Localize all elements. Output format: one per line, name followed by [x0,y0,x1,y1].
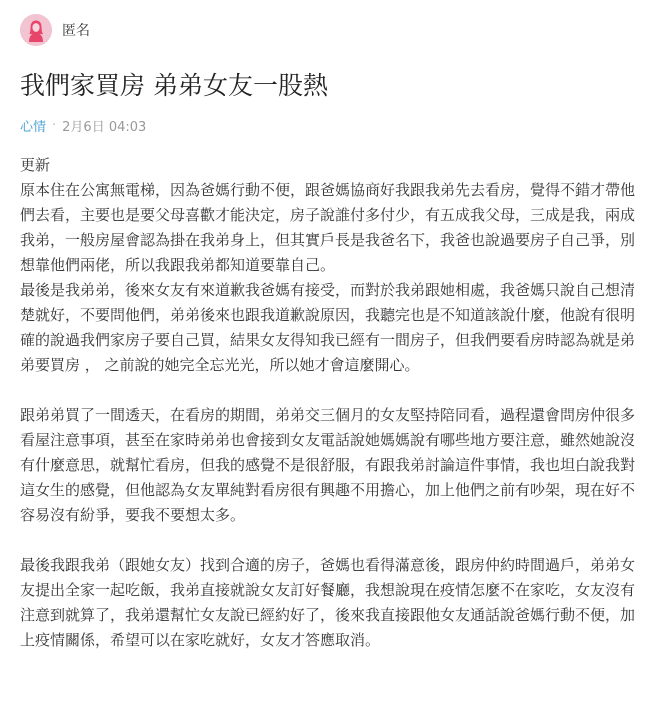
paragraph: 最後是我弟弟，後來女友有來道歉我爸媽有接受，而對於我弟跟她相處，我爸媽只說自己想清楚就好，不要問他們，弟弟後來也跟我道歉說原因，我聽完也是不知道該說什麼，他說有很明確的說過我們家房子要自己買，結果女友得知我已經有一間房子，但我們要看房時認為就是弟弟要買房 ， 之前說的她完全忘光光，所以她才會這麼開心。 [20,281,636,374]
paragraph: 原本住在公寓無電梯，因為爸媽行動不便，跟爸媽協商好我跟我弟先去看房，覺得不錯才帶他們去看，主要也是要父母喜歡才能決定，房子說誰付多付少，有五成我父母，三成是我，兩成我弟，一般房屋會認為掛在我弟身上，但其實戶長是我爸名下，我爸也說過要房子自己爭，別想靠他們兩佬，所以我跟我弟都知道要靠自己。 [20,181,636,274]
meta-separator: · [52,118,57,133]
anonymous-female-avatar-icon[interactable] [20,14,52,46]
post-timestamp: 2月6日 04:03 [62,120,147,135]
author-row [20,14,90,46]
post-meta [20,116,146,135]
paragraph-update-label: 更新 [20,156,51,174]
post-title: 我們家買房 弟弟女友一股熱 [20,71,328,100]
author-name[interactable]: 匿名 [62,23,90,39]
paragraph: 最後我跟我弟（跟她女友）找到合適的房子，爸媽也看得滿意後，跟房仲約時間過戶，弟弟女友提出全家一起吃飯，我弟直接就說女友訂好餐廳，我想說現在疫情怎麼不在家吃，女友沒有注意到就算了，我弟還幫忙女友說已經約好了，後來我直接跟他女友通話說爸媽行動不便，加上疫情關係，希望可以在家吃就好，女友才答應取消。 [20,556,636,649]
avatar-silhouette-icon [20,14,52,46]
paragraph-gap [20,378,636,403]
paragraph: 跟弟弟買了一間透天，在看房的期間，弟弟交三個月的女友堅持陪同看，過程還會問房仲很多看屋注意事項，甚至在家時弟弟也會接到女友電話說她媽媽說有哪些地方要注意，雖然她說沒有什麼意思，就幫忙看房，但我的感覺不是很舒服，有跟我弟討論這件事情，我也坦白說我對這女生的感覺，但他認為女友單純對看房很有興趣不用擔心，加上他們之前有吵架，現在好不容易沒有紛爭，要我不要想太多。 [20,406,636,524]
post-content [20,153,636,653]
board-link[interactable]: 心情 [20,120,47,135]
paragraph-gap [20,528,636,553]
